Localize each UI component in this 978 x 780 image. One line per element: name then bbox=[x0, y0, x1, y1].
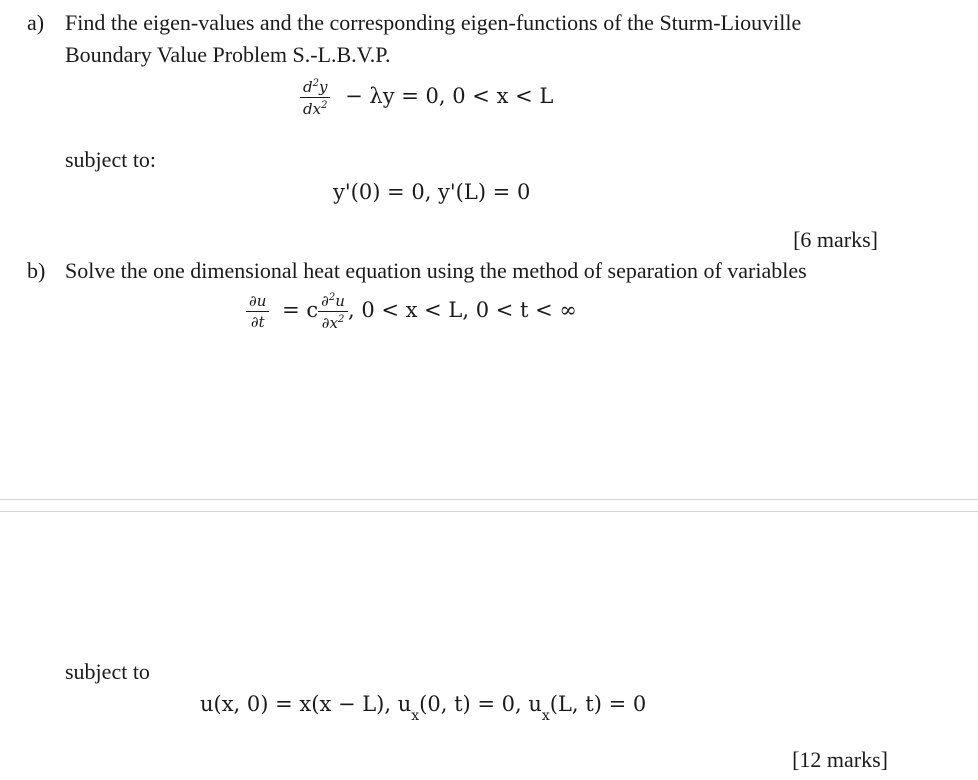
part-a-line1: Find the eigen-values and the corresponding eigen-functions of the Sturm-Liouville bbox=[65, 10, 802, 35]
separator-line-bottom bbox=[0, 511, 978, 512]
part-b-equals-c: = c bbox=[282, 298, 319, 322]
part-a-boundary-conditions: y'(0) = 0, y'(L) = 0 bbox=[333, 180, 531, 204]
part-b-equation bbox=[246, 292, 577, 331]
part-a-line2: Boundary Value Problem S.-L.B.V.P. bbox=[65, 42, 391, 67]
part-a-subject: subject to: bbox=[65, 147, 157, 172]
part-b-equation-rest: , 0 < x < L, 0 < t < ∞ bbox=[347, 298, 577, 322]
part-b-subject: subject to bbox=[65, 659, 150, 684]
d2y-dx2-fraction: $\frac{d^2y}{dx^2}$ bbox=[300, 78, 330, 117]
part-a-marks: [6 marks] bbox=[793, 227, 878, 252]
part-a-equation-rest: − λy = 0, 0 < x < L bbox=[345, 84, 554, 108]
d2u-dx2-fraction: $\frac{\partial^2u}{\partial x^2}$ bbox=[318, 292, 348, 331]
part-b-initial-boundary-conditions: u(x, 0) = x(x − L), $u_x(0$, t) = 0, $u_x(L$, t) = 0 bbox=[200, 692, 647, 724]
part-b-line1: Solve the one dimensional heat equation using the method of separation of variables bbox=[65, 258, 807, 283]
part-a-equation bbox=[300, 78, 553, 117]
part-b-label: b) bbox=[27, 258, 46, 283]
part-b-marks: [12 marks] bbox=[792, 747, 888, 772]
separator-line-top bbox=[0, 499, 978, 500]
part-a-label: a) bbox=[27, 10, 45, 35]
du-dt-fraction: $\frac{\partial u}{\partial t}$ bbox=[246, 293, 269, 330]
